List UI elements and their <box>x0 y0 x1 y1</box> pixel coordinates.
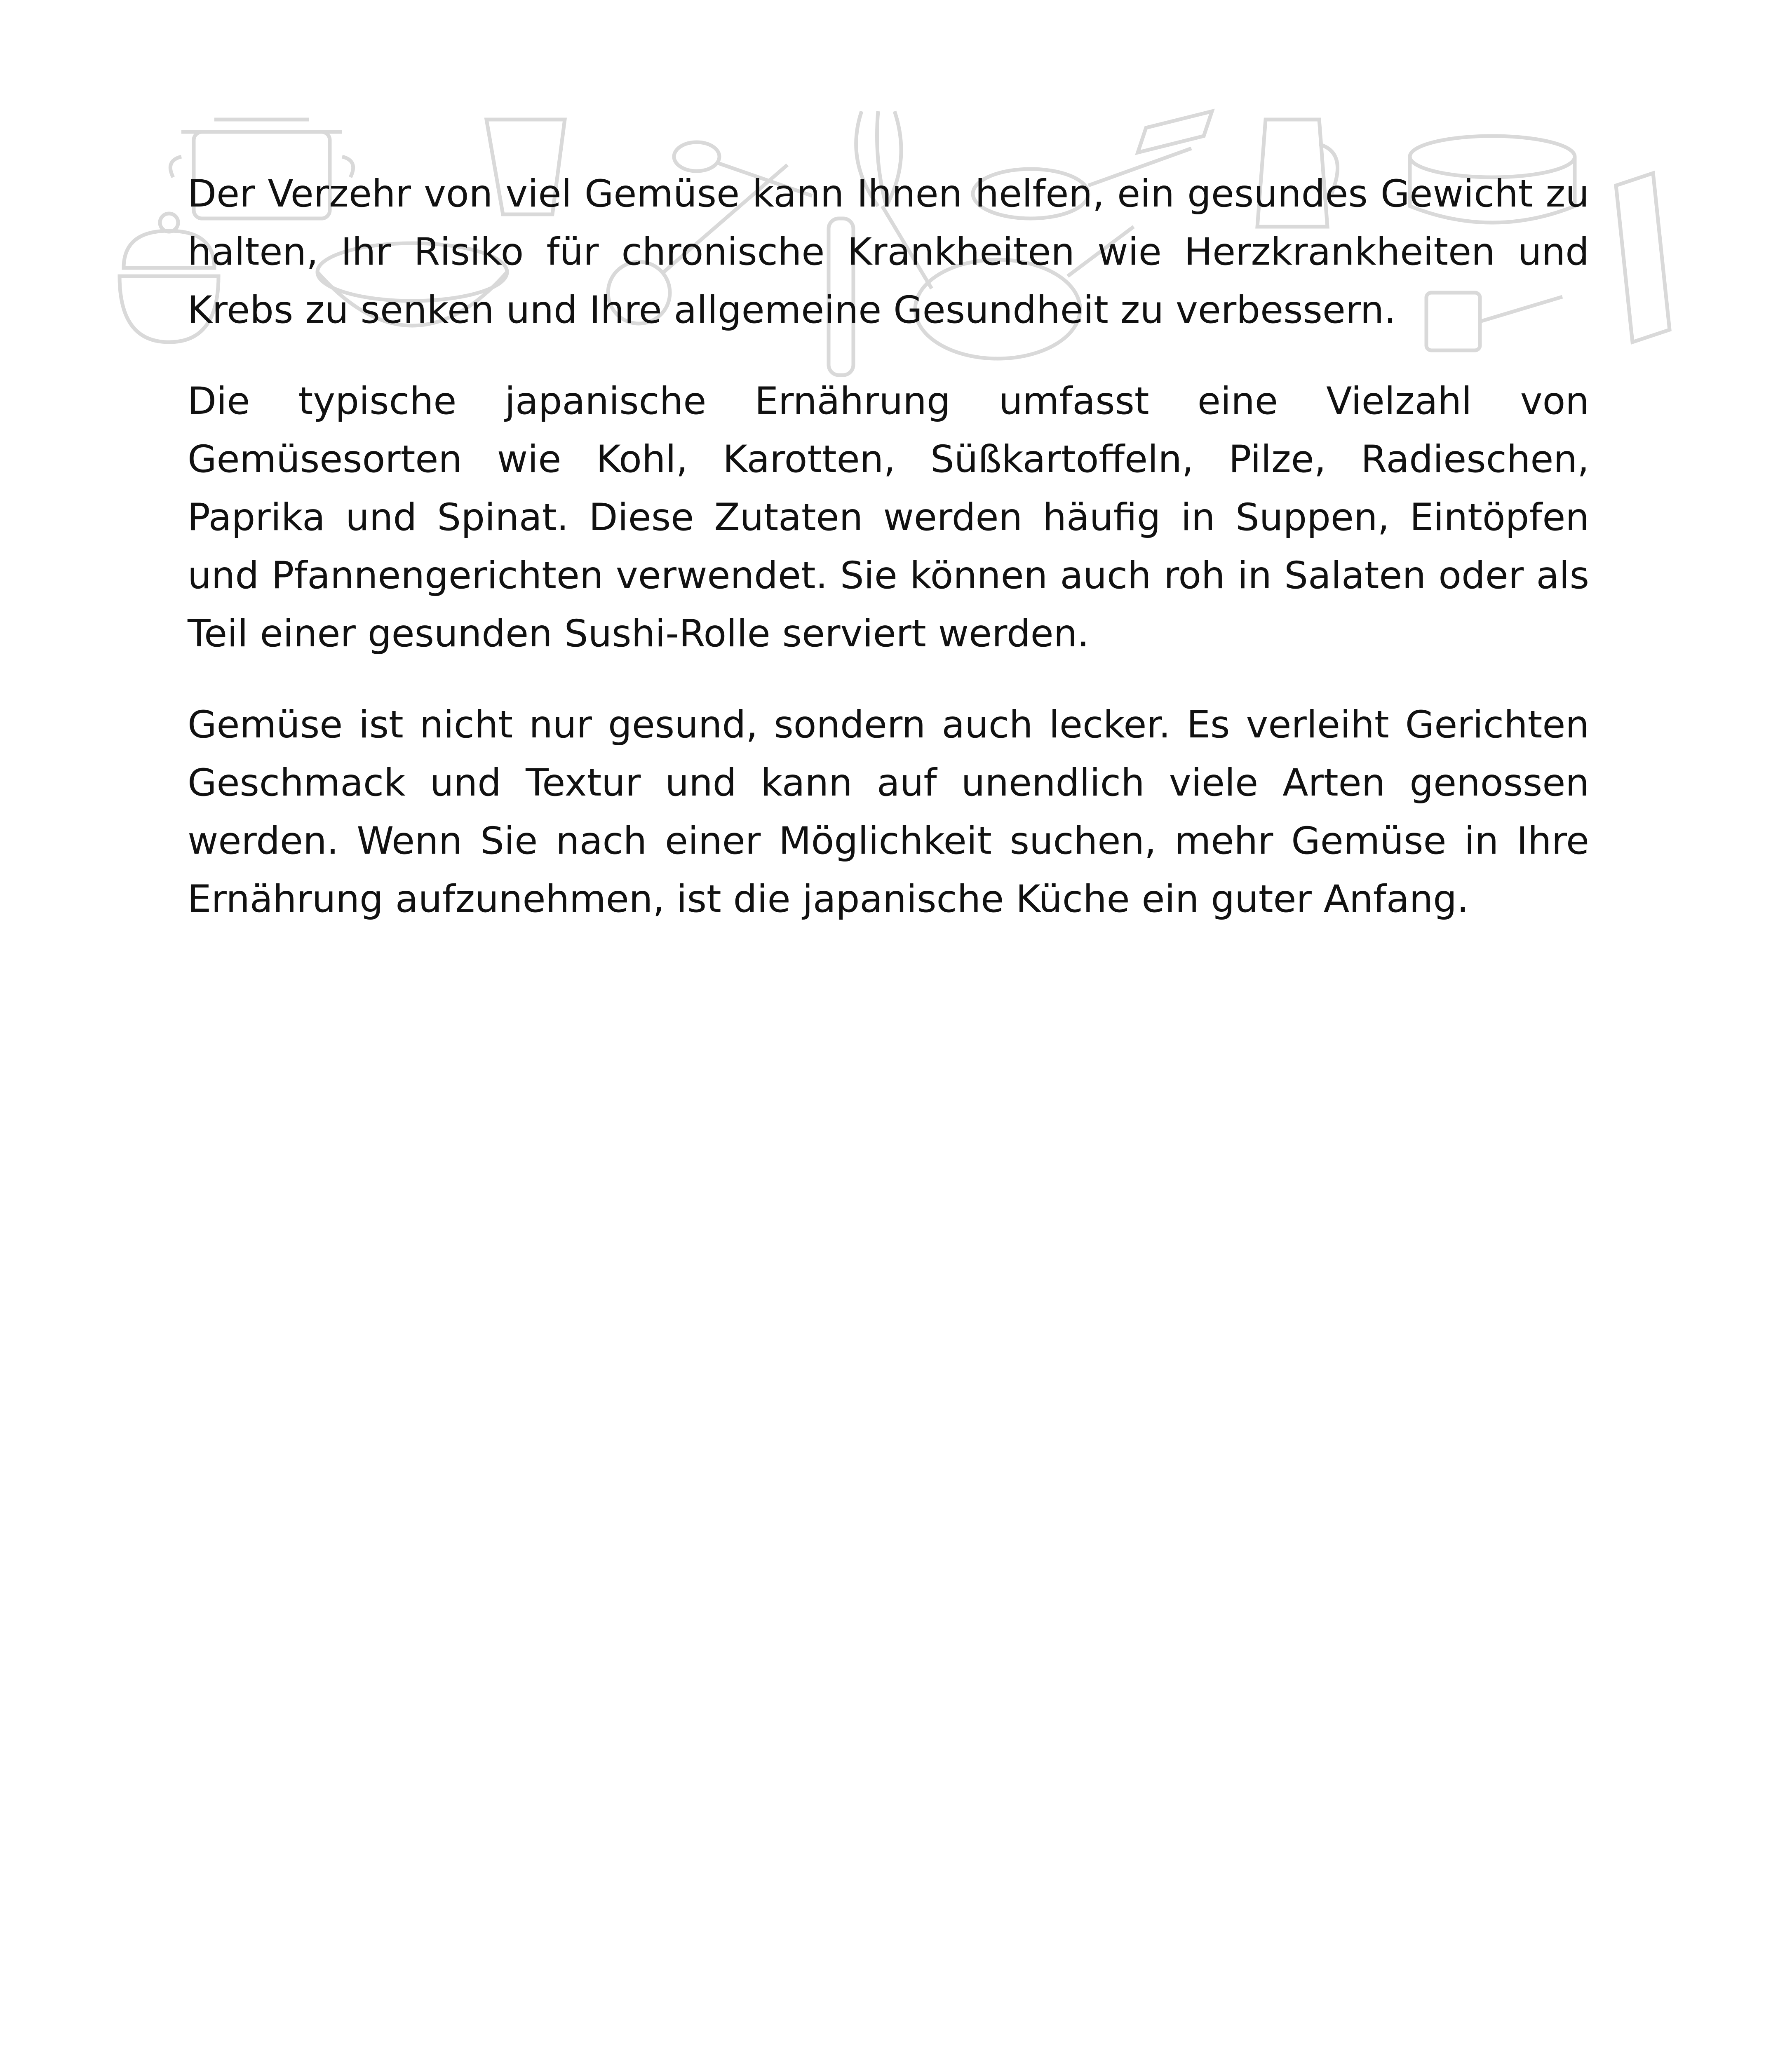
grater-icon <box>1616 173 1670 342</box>
body-text <box>188 165 1589 961</box>
paragraph-japanese-diet: Die typische japanische Ernährung umfasst eine Vielzahl von Gemüsesorten wie Kohl, Karotten, Süßkartoffeln, Pilze, Radieschen, Paprika und Spinat. Diese Zutaten werden häufig in Suppen, Eintöpfen und Pfannengerichten verwendet. Sie können auch roh in Salaten oder als Teil einer gesunden Sushi-Rolle serviert werden. <box>188 380 1589 655</box>
knife-icon <box>1138 111 1212 153</box>
paragraph-healthy-and-tasty: Gemüse ist nicht nur gesund, sondern auch lecker. Es verleiht Gerichten Geschmack und Textur und kann auf unendlich viele Arten genossen werden. Wenn Sie nach einer Möglichkeit suchen, mehr Gemüse in Ihre Ernährung aufzunehmen, ist die japanische Küche ein guter Anfang. <box>188 703 1589 921</box>
paragraph-vegetable-benefits: Der Verzehr von viel Gemüse kann Ihnen helfen, ein gesundes Gewicht zu halten, Ihr Risiko für chronische Krankheiten wie Herzkrankheiten und Krebs zu senken und Ihre allgemeine Gesundheit zu verbessern. <box>188 172 1589 332</box>
